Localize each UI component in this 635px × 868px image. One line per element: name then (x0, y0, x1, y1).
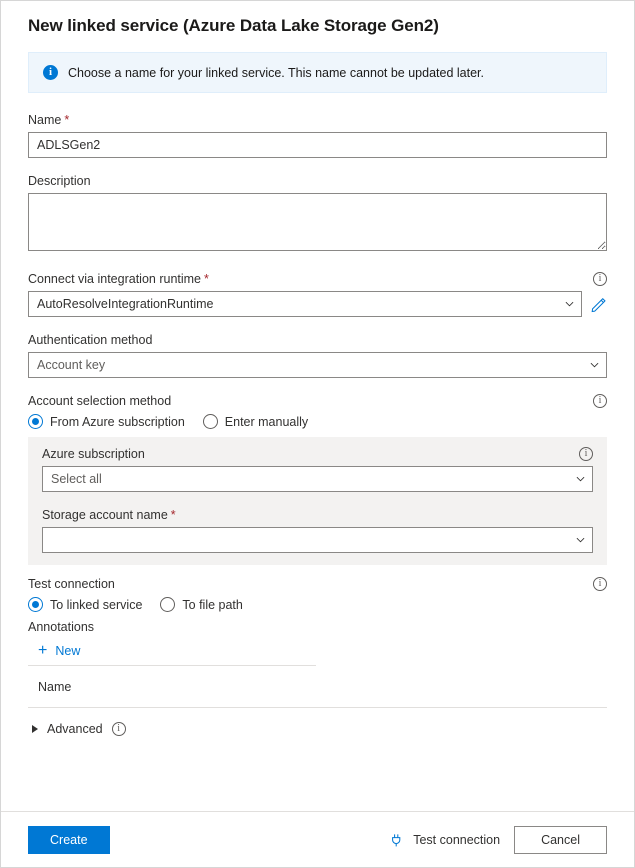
annotations-group (28, 620, 607, 707)
azure-account-subpanel (28, 437, 607, 565)
azure-subscription-field-group (42, 447, 593, 492)
auth-method-field-group (28, 333, 607, 378)
annotations-column-header: Name (38, 680, 72, 694)
cancel-button[interactable]: Cancel (514, 826, 607, 854)
test-connection-group (28, 577, 607, 612)
plug-icon (389, 832, 405, 848)
radio-indicator (160, 597, 175, 612)
radio-enter-manually[interactable] (203, 414, 308, 429)
radio-label: To file path (182, 597, 243, 612)
radio-indicator (28, 597, 43, 612)
add-annotation-button[interactable] (28, 638, 607, 665)
info-circle-icon[interactable]: i (579, 447, 593, 461)
azure-subscription-select-wrap (42, 466, 593, 492)
name-input[interactable] (28, 132, 607, 158)
integration-runtime-label-row (28, 272, 607, 286)
radio-label: Enter manually (224, 414, 309, 429)
radio-to-linked-service[interactable] (28, 597, 142, 612)
auth-method-select-wrap (28, 352, 607, 378)
chevron-right-icon (32, 725, 38, 733)
plus-icon: + (38, 642, 48, 659)
radio-to-file-path[interactable] (160, 597, 242, 612)
radio-from-azure-subscription[interactable] (28, 414, 185, 429)
account-selection-label: Account selection method (28, 394, 172, 408)
integration-runtime-select[interactable] (28, 291, 582, 317)
integration-runtime-select-wrap (28, 291, 582, 317)
info-banner (28, 52, 607, 93)
name-label: Name * (28, 113, 70, 127)
footer-right-actions (389, 826, 607, 854)
pencil-icon[interactable] (590, 296, 607, 313)
advanced-section-toggle[interactable] (28, 722, 607, 736)
radio-label: From Azure subscription (50, 414, 185, 429)
storage-account-label: Storage account name * (42, 508, 176, 522)
account-selection-group (28, 394, 607, 429)
description-field-group (28, 174, 607, 256)
storage-account-select[interactable] (42, 527, 593, 553)
auth-method-value: Account key (37, 358, 106, 372)
test-connection-button-label: Test connection (413, 832, 501, 847)
info-banner-text: Choose a name for your linked service. This name cannot be updated later. (68, 65, 484, 80)
integration-runtime-value: AutoResolveIntegrationRuntime (37, 297, 214, 311)
test-connection-label-row (28, 577, 607, 591)
account-selection-label-row (28, 394, 607, 408)
integration-runtime-row (28, 291, 607, 317)
name-field-group (28, 113, 607, 158)
info-circle-icon[interactable]: i (593, 577, 607, 591)
new-linked-service-panel (1, 1, 634, 811)
auth-method-label: Authentication method (28, 333, 153, 347)
test-connection-label: Test connection (28, 577, 115, 591)
integration-runtime-label: Connect via integration runtime * (28, 272, 209, 286)
description-label: Description (28, 174, 91, 188)
info-icon: i (43, 65, 58, 80)
name-required-marker: * (64, 113, 70, 127)
azure-subscription-value: Select all (51, 472, 102, 486)
footer-bar (1, 811, 634, 867)
azure-subscription-select[interactable] (42, 466, 593, 492)
integration-runtime-field-group (28, 272, 607, 317)
radio-indicator (28, 414, 43, 429)
advanced-divider (28, 707, 607, 708)
azure-subscription-label: Azure subscription (42, 447, 145, 461)
create-button[interactable]: Create (28, 826, 110, 854)
advanced-label: Advanced (47, 722, 103, 736)
description-textarea[interactable] (28, 193, 607, 251)
info-circle-icon[interactable]: i (593, 394, 607, 408)
radio-label: To linked service (50, 597, 143, 612)
account-selection-radios (28, 414, 607, 429)
add-annotation-label: New (55, 644, 81, 658)
radio-indicator (203, 414, 218, 429)
annotations-label: Annotations (28, 620, 95, 634)
azure-subscription-label-row (42, 447, 593, 461)
test-connection-button[interactable] (389, 832, 500, 848)
test-connection-radios (28, 597, 607, 612)
info-circle-icon[interactable]: i (112, 722, 126, 736)
page-title: New linked service (Azure Data Lake Storage Gen2) (28, 16, 439, 35)
auth-method-select[interactable] (28, 352, 607, 378)
info-circle-icon[interactable]: i (593, 272, 607, 286)
storage-account-select-wrap (42, 527, 593, 553)
storage-account-field-group (42, 508, 593, 553)
